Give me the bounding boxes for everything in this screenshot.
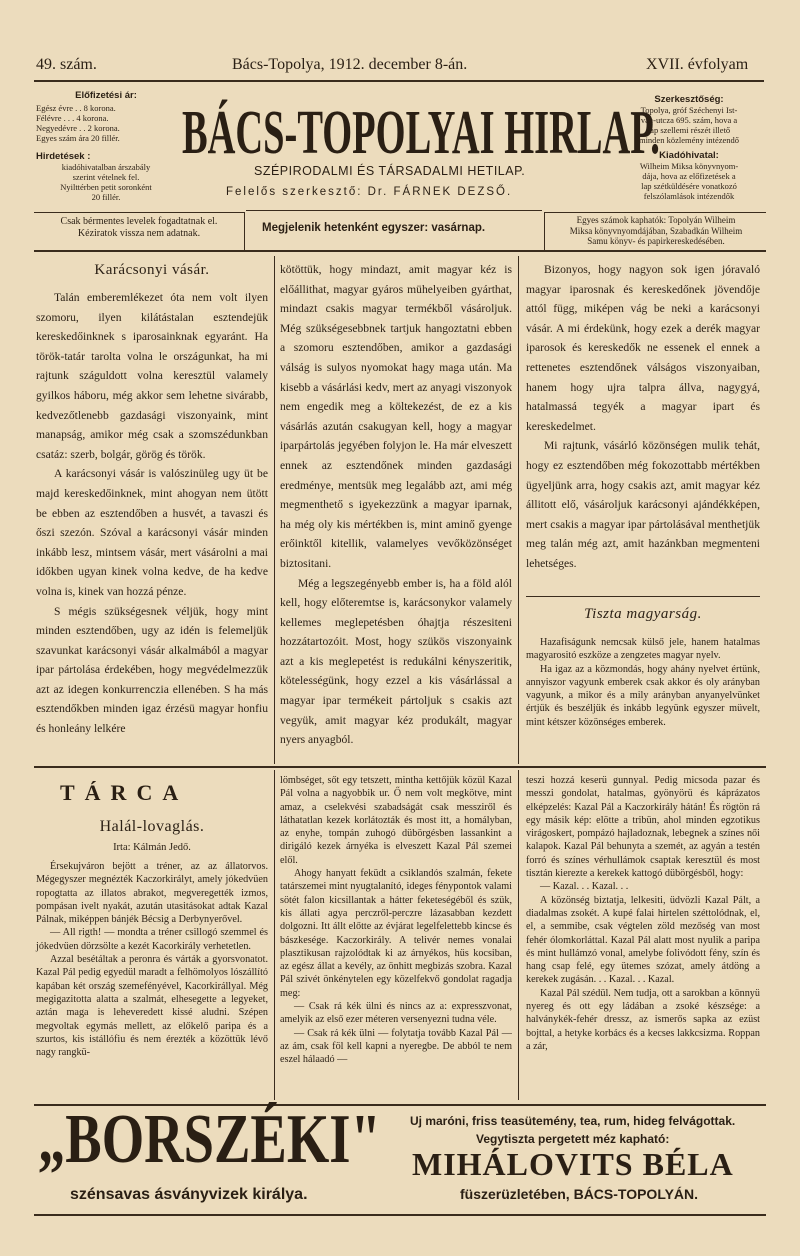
note-line: Kéziratok vissza nem adatnak. <box>77 228 201 239</box>
header-divider-right <box>544 212 545 250</box>
ads-line: 20 fillér. <box>91 192 121 202</box>
paragraph: — All rigth! — mondta a tréner csillogó szemmel és jókedvüen dörzsölte a kezét Kacorkirály verhetetlen. <box>36 927 268 952</box>
paragraph: Ahogy hanyatt feküdt a csiklandós szalmán, fekete tatárszemei mint nyugtalanító, ideges fénypontok valami sötét falon kicsillantak a hátter feketeségéből és szük, kis állati agya perczről-perczre lázasabban kezdett dolgozni. Itt állt előtte az évjárat legelfelettebb kincse és bászkesége. Kaczorkirály. A telivér nemes vonalai plasztikusan rajzolódtak ki az árnyékos, hüs kocsiban, az egész állat a kevély, az önhitt megbizás szobra. Kazal Pál szivét önkénytelen egy közelfekvő gondolat ragadja meg: <box>280 868 512 999</box>
paragraph: Azzal besétáltak a peronra és várták a gyorsvonatot. Kazal Pál pedig egyedül maradt a felhömolyos lószállító kapában két ország szemefényével, Kacorkirállyal. Még megigazitotta alatta a szalmát, elhesegette a legyeket, aztán maga is leheveredett kissé aludni. Szépen megvoltak egymás mellett, az előkelő paripa és a szurtos, kis istállófiu és nem érezték a közöttük lévő nagy rangkü- <box>36 954 268 1059</box>
edit-line: Topolya, gróf Széchenyi Ist- <box>640 105 738 115</box>
ad-shop: füszerüzletében, BÁCS-TOPOLYÁN. <box>460 1186 699 1202</box>
place-date: Bács-Topolya, 1912. december 8-án. <box>232 56 468 73</box>
article-rule <box>526 596 760 597</box>
paragraph: lömbséget, sőt egy tetszett, mintha kettőjük közül Kazal Pál volna a nagyobbik ur. Ő nem volt megkötve, mint amaz, a cselekvési szabadságát csak messziről és láthatatlan kezek korlátozták és most itt, a homályban, az enyhe, tompán zuhogó dübörgésben lassankint a dirigáló kezek árnyéka is elveszett Kazal Pál szemei elől. <box>280 775 512 866</box>
article-col-2 <box>280 260 512 750</box>
issue-number: 49. szám. <box>36 56 97 73</box>
paragraph: — Csak rá kék ülni és nincs az a: expresszvonat, amelyik az első ezer méteren versenyezni tudna véle. <box>280 1001 512 1026</box>
section-rule <box>34 766 766 768</box>
masthead-title: BÁCS-TOPOLYAI HIRLAP. <box>182 99 660 167</box>
ad-name: MIHÁLOVITS BÉLA <box>412 1146 734 1182</box>
edit-line: ván-utcza 695. szám, hova a <box>640 115 738 125</box>
ad-line-2: Vegytiszta pergetett méz kapható: <box>476 1132 670 1146</box>
frequency: Megjelenik hetenként egyszer: vasárnap. <box>262 222 486 234</box>
column-rule <box>518 256 519 764</box>
paragraph: Kazal Pál szédül. Nem tudja, ott a sarokban a könnyü nyereg és ott egy ládában a zsoké készsége: a halványkék-fehér dressz, az ismerős sapka az ezüst bojttal, a hetyke korbács és a kecses lakkcsizma. Roppan a zár, <box>526 987 760 1052</box>
subs-line: Egész évre . . 8 korona. <box>36 103 116 113</box>
single-line: Miksa könyvnyomdájában, Szabadkán Wilheim <box>569 225 743 236</box>
mail-note <box>34 216 244 240</box>
masthead-rule <box>246 210 542 211</box>
pub-line: dája, hova az előfizetések a <box>642 171 736 181</box>
article2-body <box>526 636 760 729</box>
article-title: Karácsonyi vásár. <box>94 262 210 278</box>
article2-title: Tiszta magyarság. <box>584 606 702 622</box>
subscription-box <box>36 90 176 202</box>
feuilleton-col-3 <box>526 774 760 1053</box>
subscription-title: Előfizetési ár: <box>75 90 137 101</box>
header-divider-left <box>244 212 245 250</box>
feuilleton-author: Irta: Kálmán Jedő. <box>113 842 191 853</box>
paragraph: Talán emberemlékezet óta nem volt ilyen szomoru, ilyen kilátástalan esztendejük kereskedőinknek s iparosainknak egyaránt. Ha török-tatár tarolta volna le országunkat, ha mi rajtunk száguldott volna keresztül valamely gyilkos háboru, még akkor sem lehetne sivárabb, kedvezőtlenebb gazdasági viszonyaink, mint manapság, amikor még csak a szomszédunkban csatáz: szerb, bolgár, görög és török. <box>36 291 268 461</box>
paragraph: Érsekujváron bejött a tréner, az az állatorvos. Mégegyszer megnézték Kaczorkirályt, amely jókedvüen ropogtatta az illatos abrakot, megveregették izmos, pompásan ivelt nyakát, azután utasitásokat adtak Kazal Pálnak, miképpen bánjék Bécsig a Derbynyerővel. <box>36 861 268 926</box>
paragraph: — Kazal. . . Kazal. . . <box>540 881 629 893</box>
paragraph: Még a legszegényebb ember is, ha a föld alól kell, hogy előteremtse is, karácsonykor valamely kellemes meglepetésben óhajtja részesiteni hozzátartozóit. Most, hogy szükös viszonyaink azt a kis meglepetést is redukálni kényszeritik, kötelességünk, hogy ezzel a kis vásárlással a magyar ipar termékeit pártoljuk s csakis azt vegyük, amit magyar kéz produkált, magyar nyers anyagból. <box>280 576 512 747</box>
pub-line: lap szétküldésére vonatkozó <box>641 181 737 191</box>
note-line: Csak bérmentes levelek fogadtatnak el. <box>60 216 218 227</box>
pub-line: Wilheim Miksa könyvnyom- <box>639 161 739 171</box>
paragraph: A karácsonyi vásár is valószinüleg ugy üt be majd kereskedőinknek, mint ahogyan nem ütött be ebben az esztendőben a husvét, a tavaszi és őszi szezón. Szóval a karácsonyi vásár minden inkább lesz, mintsem vásár, mert vásárolni a mai időkben ugyan kinek volna kedve, de ha kedve volna is, kinek van hozzá pénze. <box>36 467 268 598</box>
ads-line: szerint vételnek fel. <box>72 172 140 182</box>
subs-line: Egyes szám ára 20 fillér. <box>36 133 120 143</box>
paragraph: — Csak rá kék ülni — folytatja tovább Kazal Pál — az ám, csak föl kell kapni a nyeregbe. De abból te nem eszel hálaadó — <box>280 1027 512 1066</box>
single-copies <box>546 215 766 247</box>
article-col-1 <box>36 288 268 739</box>
edit-line: minden közlemény intézendő <box>638 135 740 145</box>
paragraph: Hazafiságunk nemcsak külső jele, hanem hatalmas magyarositó eszköze a zengzetes magyar nyelv. <box>526 637 760 662</box>
ad-brand: „BORSZÉKI" <box>38 1101 381 1178</box>
edit-line: lap szellemi részét illető <box>647 125 731 135</box>
feuilleton-label: TÁRCA <box>60 780 189 805</box>
header-rule <box>34 80 764 82</box>
header-bottom-rule <box>34 250 766 252</box>
right-box-rule <box>544 212 766 213</box>
masthead-subtitle: SZÉPIRODALMI ÉS TÁRSADALMI HETILAP. <box>254 164 526 178</box>
paragraph: Ha igaz az a közmondás, hogy ahány nyelvet értünk, annyiszor vagyunk emberek csak akkor és oly arányban vagyunk, a mikor és a mily arányban anyanyelvünket értjük és beszéljük és inkább legyünk egyszer müvelt, mint kétszer közönséges emberek. <box>526 663 760 728</box>
bottom-rule <box>34 1214 766 1216</box>
paragraph: Bizonyos, hogy nagyon sok igen jóravaló magyar iparosnak és kereskedőnek jövendője attól függ, miképen vág be neki a karácsonyi vásár. A mi érdekünk, hogy ezek a derék magyar iparosok és kereskedők ne essenek el ennek a rettenetes esztendőnek válságos viszonyaiban, hanem hogy ujra talpra állva, nagygyá, hatalmassá tegyék a magyar ipart és kereskedelmet. <box>526 263 760 433</box>
editorial-box <box>612 94 766 201</box>
ad-line-1: Uj maróni, friss teasütemény, tea, rum, hideg felvágottak. <box>410 1114 736 1128</box>
column-rule <box>274 256 275 764</box>
feuilleton-col-2 <box>280 774 512 1067</box>
paragraph: Mi rajtunk, vásárló közönségen mulik tehát, hogy ez esztendőben még fokozottabb mértékben ügyeljünk arra, hogy csakis azt, amit magyar kéz állitott elő, vásároljuk karácsonyi ajándékképen, mert csakis a magyar ipar pártolásával menthetjük meg talán még azt, amit hazánkban megmenteni lehetséges. <box>526 439 760 570</box>
subs-line: Negyedévre . . 2 korona. <box>36 123 120 133</box>
pub-line: felszólamlások intézendők <box>643 191 735 201</box>
ads-line: Nyilttérben petit soronként <box>60 182 152 192</box>
paragraph: kötöttük, hogy mindazt, amit magyar kéz is előállithat, magyar gyáros mühelyeiben gyárthat, mindazt csakis magyar termékből vásároljuk. Még szükségesebbnek tartjuk hangoztatni ebben a szomoru esztendőben, amikor a gazdasági válság is sulyos nyomokat hagy maga után. Ma kisebb a vásárlási kedv, mert az anyagi viszonyok nem engedik meg a költekezést, de ez a kis vásárlás azután csakugyan kell, hogy a magyar iparpártolás jegyében folyjon le. Ha már elveszett ennek az esztendőnek minden gazdasági eredménye, mentsük meg legalább azt, ami még megmenthető s igyekezzünk a magyar iparnak, ha még oly kis mértékben is, mint aminő gyenge erőinktől kitellik, valamelyes vevőközönséget biztositani. <box>280 263 512 570</box>
editorial-title: Szerkesztőség: <box>654 94 724 105</box>
paragraph: S mégis szükségesnek véljük, hogy mint minden esztendőben, ugy az idén is felemeljük szavunkat karácsonyi vásár alkalmából a magyar ipar pártolása érdekében, hogy megvédelmezzük azt az idegen konkurrenczia ellenében. S ha más esztendőkben minden igaz érzésü magyar honfiu és honleány lelkére <box>36 604 268 736</box>
subs-line: Félévre . . . 4 korona. <box>36 113 109 123</box>
feuilleton-col-1 <box>36 860 268 1059</box>
volume: XVII. évfolyam <box>646 56 749 73</box>
single-line: Samu könyv- és papirkereskedésében. <box>587 236 725 246</box>
ad-brand-sub: szénsavas ásványvizek királya. <box>70 1186 308 1203</box>
single-line: Egyes számok kaphatók: Topolyán Wilheim <box>576 215 736 225</box>
ads-line: kiadóhivatalban árszabály <box>61 162 151 172</box>
column-rule <box>274 770 275 1100</box>
left-box-rule <box>34 212 244 213</box>
paragraph: A közönség biztatja, lelkesiti, üdvözli Kazal Pált, a diadalmas zsokét. A kupé falai hirtelen széttolódnak, el, el, a semmibe, csak végtelen zöld mezőség van most fehér ólomkorláttal. Kazal Pál alatt most nyulik a paripa és mint hullámzó vonal, amelybe folivódott fény, szín és hang csap felé, egy ütemes szózat, amely átdöng a kerekek zugásán. . . Kazal. . . Kazal. <box>526 894 760 986</box>
paragraph: teszi hozzá keserü gunnyal. Pedig micsoda pazar és messzi gondolat, hatalmas, gyönyörü és káprázatos elképzelés: Kazal Pál a Kaczorkirály hátán! És rögtön rá egy másik kép: elötte a tribün, ahol minden egzotikus virágoskert, pompázó hajladoznak, lebegnek a színes női kalapok. Kazal Pál behunyta a szemét, az agyán a testén forró és színes vérhullámok csaptak keresztül és most tisztán kierezte a kerekek kattogó dübörgésből, hogy: <box>526 775 760 880</box>
article-col-3 <box>526 260 760 574</box>
editor-line: Felelős szerkesztő: Dr. FÁRNEK DEZSŐ. <box>226 186 513 198</box>
publisher-title: Kiadóhivatal: <box>659 150 719 161</box>
ads-title: Hirdetések : <box>36 151 91 162</box>
feuilleton-title: Halál-lovaglás. <box>99 818 205 835</box>
column-rule <box>518 770 519 1100</box>
